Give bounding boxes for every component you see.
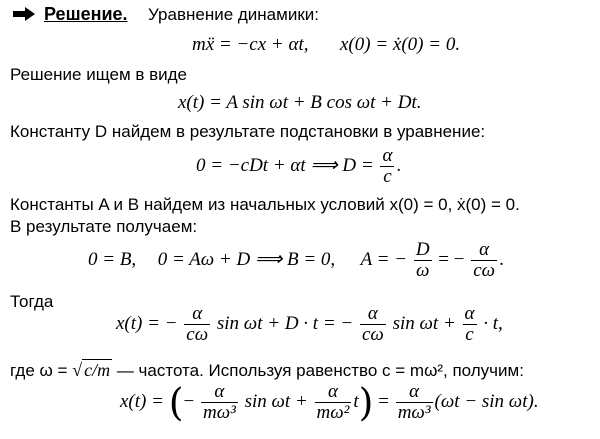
fraction-alpha-over-c — [380, 146, 394, 187]
text-then: Тогда — [10, 292, 54, 311]
fraction-alpha-over-c-omega — [360, 304, 386, 345]
eq6-equals: = — [378, 390, 389, 412]
solution-heading: Решение. — [44, 4, 128, 24]
fraction-numerator: α — [382, 145, 393, 166]
fraction-denominator: mω² — [316, 402, 350, 423]
frequency-pre: где ω = — [10, 361, 68, 380]
paren-open: ( — [168, 380, 184, 425]
paren-close: ) — [358, 380, 374, 425]
text-constant-d: Константу D найдем в результате подстановки в уравнение: — [10, 122, 486, 141]
eq5-part-c: · t, — [483, 312, 503, 334]
fraction-numerator: α — [360, 304, 386, 325]
equation-xt-final — [120, 382, 539, 423]
text-constants-a-b: Константы A и B найдем из начальных условий x(0) = 0, ẋ(0) = 0. — [10, 195, 520, 214]
fraction-alpha-over-m-omega-cubed — [201, 382, 238, 423]
eq4-part1: 0 = B, — [88, 248, 137, 270]
eq4-part2: 0 = Aω + D ⟹ B = 0, — [157, 248, 336, 270]
fraction-denominator: ω — [415, 260, 430, 281]
fraction-denominator: c — [383, 166, 392, 187]
fraction-numerator: α — [464, 303, 475, 324]
fraction-alpha-over-c — [463, 304, 477, 345]
equation-dynamics-lhs: mẍ = −cx + αt, — [192, 34, 309, 55]
equation-constant-d-lhs: 0 = −cDt + αt ⟹ D = — [196, 154, 374, 176]
equation-dynamics-conditions: x(0) = ẋ(0) = 0. — [340, 34, 461, 55]
fraction-denominator: c — [465, 324, 474, 345]
fraction-denominator: mω³ — [202, 402, 236, 423]
sqrt-c-over-m: √ c/m — [72, 360, 111, 380]
equation-end-period: . — [396, 154, 402, 176]
fraction-denominator: mω³ — [397, 402, 431, 423]
eq5-part-b: sin ωt + — [392, 312, 456, 334]
arrow-right-icon — [12, 6, 36, 22]
eq6-part-c: (ωt − sin ωt). — [434, 390, 539, 412]
fraction-alpha-over-m-omega-cubed — [396, 382, 433, 423]
fraction-alpha-over-m-omega-squared — [315, 382, 352, 423]
text-solution-form: Решение ищем в виде — [10, 65, 188, 84]
minus-sign: − — [183, 390, 195, 412]
eq5-lhs: x(t) = − — [116, 312, 178, 334]
equation-dynamics — [192, 34, 460, 56]
eq6-lhs: x(t) = — [120, 390, 164, 412]
fraction-numerator: α — [471, 240, 497, 261]
eq6-part-b: t — [353, 390, 359, 412]
eq4-mid: = − — [438, 248, 465, 270]
fraction-numerator: α — [396, 382, 433, 403]
equation-xt-intermediate — [116, 304, 503, 345]
frequency-post: — частота. Используя равенство c = mω², получим: — [116, 361, 524, 380]
fraction-numerator: α — [315, 382, 352, 403]
fraction-numerator: α — [184, 304, 210, 325]
text-frequency — [10, 360, 524, 381]
fraction-numerator: α — [201, 382, 238, 403]
fraction-alpha-over-c-omega — [471, 240, 497, 281]
eq5-part-a: sin ωt + D · t = − — [216, 312, 354, 334]
fraction-denominator: cω — [361, 324, 384, 345]
eq4-end: . — [499, 248, 504, 270]
equation-initial-conditions — [88, 240, 504, 281]
text-result: В результате получаем: — [10, 217, 198, 236]
eq6-part-a: sin ωt + — [244, 390, 308, 412]
fraction-denominator: cω — [186, 324, 209, 345]
equation-constant-d — [196, 146, 401, 187]
equation-solution-form: x(t) = A sin ωt + B cos ωt + Dt. — [178, 92, 422, 113]
fraction-d-over-omega — [414, 240, 432, 281]
heading-lead-text: Уравнение динамики: — [148, 5, 319, 24]
fraction-numerator: D — [415, 239, 430, 260]
fraction-alpha-over-c-omega — [184, 304, 210, 345]
eq4-part3: A = − — [360, 248, 408, 270]
fraction-denominator: cω — [473, 260, 496, 281]
sqrt-radicand: c/m — [84, 360, 111, 380]
